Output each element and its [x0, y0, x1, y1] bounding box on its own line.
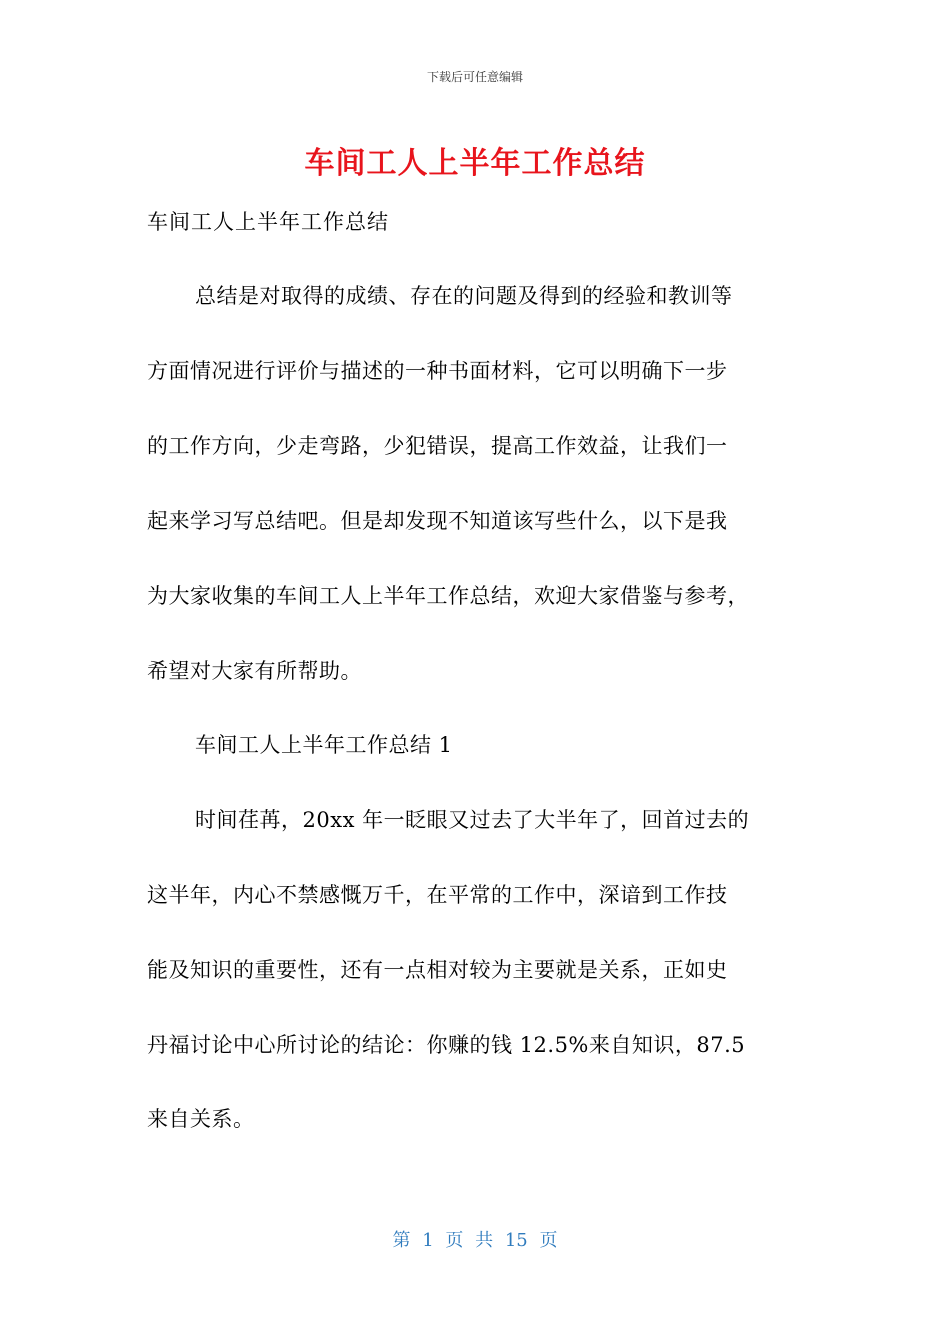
paragraph-line: 起来学习写总结吧。但是却发现不知道该写些什么，以下是我 — [147, 509, 728, 533]
paragraph-line: 能及知识的重要性，还有一点相对较为主要就是关系，正如史 — [147, 958, 728, 982]
paragraph-line: 的工作方向，少走弯路，少犯错误，提高工作效益，让我们一 — [147, 434, 728, 458]
paragraph-line: 为大家收集的车间工人上半年工作总结，欢迎大家借鉴与参考， — [147, 584, 749, 608]
paragraph-line: 总结是对取得的成绩、存在的问题及得到的经验和教训等 — [195, 284, 733, 308]
paragraph-line: 方面情况进行评价与描述的一种书面材料，它可以明确下一步 — [147, 359, 728, 383]
paragraph-line: 时间荏苒，20xx 年一眨眼又过去了大半年了，回首过去的 — [195, 808, 750, 832]
document-title: 车间工人上半年工作总结 — [304, 146, 646, 181]
page-number: 第 1 页 共 15 页 — [392, 1230, 558, 1251]
header-note: 下载后可任意编辑 — [426, 70, 523, 84]
paragraph-line: 这半年，内心不禁感慨万千，在平常的工作中，深谙到工作技 — [147, 883, 728, 907]
document-subtitle: 车间工人上半年工作总结 — [147, 210, 389, 234]
paragraph-line: 丹福讨论中心所讨论的结论：你赚的钱 12.5%来自知识，87.5 — [147, 1033, 746, 1057]
section-heading: 车间工人上半年工作总结 1 — [195, 733, 453, 757]
paragraph-line: 来自关系。 — [147, 1107, 255, 1131]
paragraph-line: 希望对大家有所帮助。 — [147, 659, 362, 683]
